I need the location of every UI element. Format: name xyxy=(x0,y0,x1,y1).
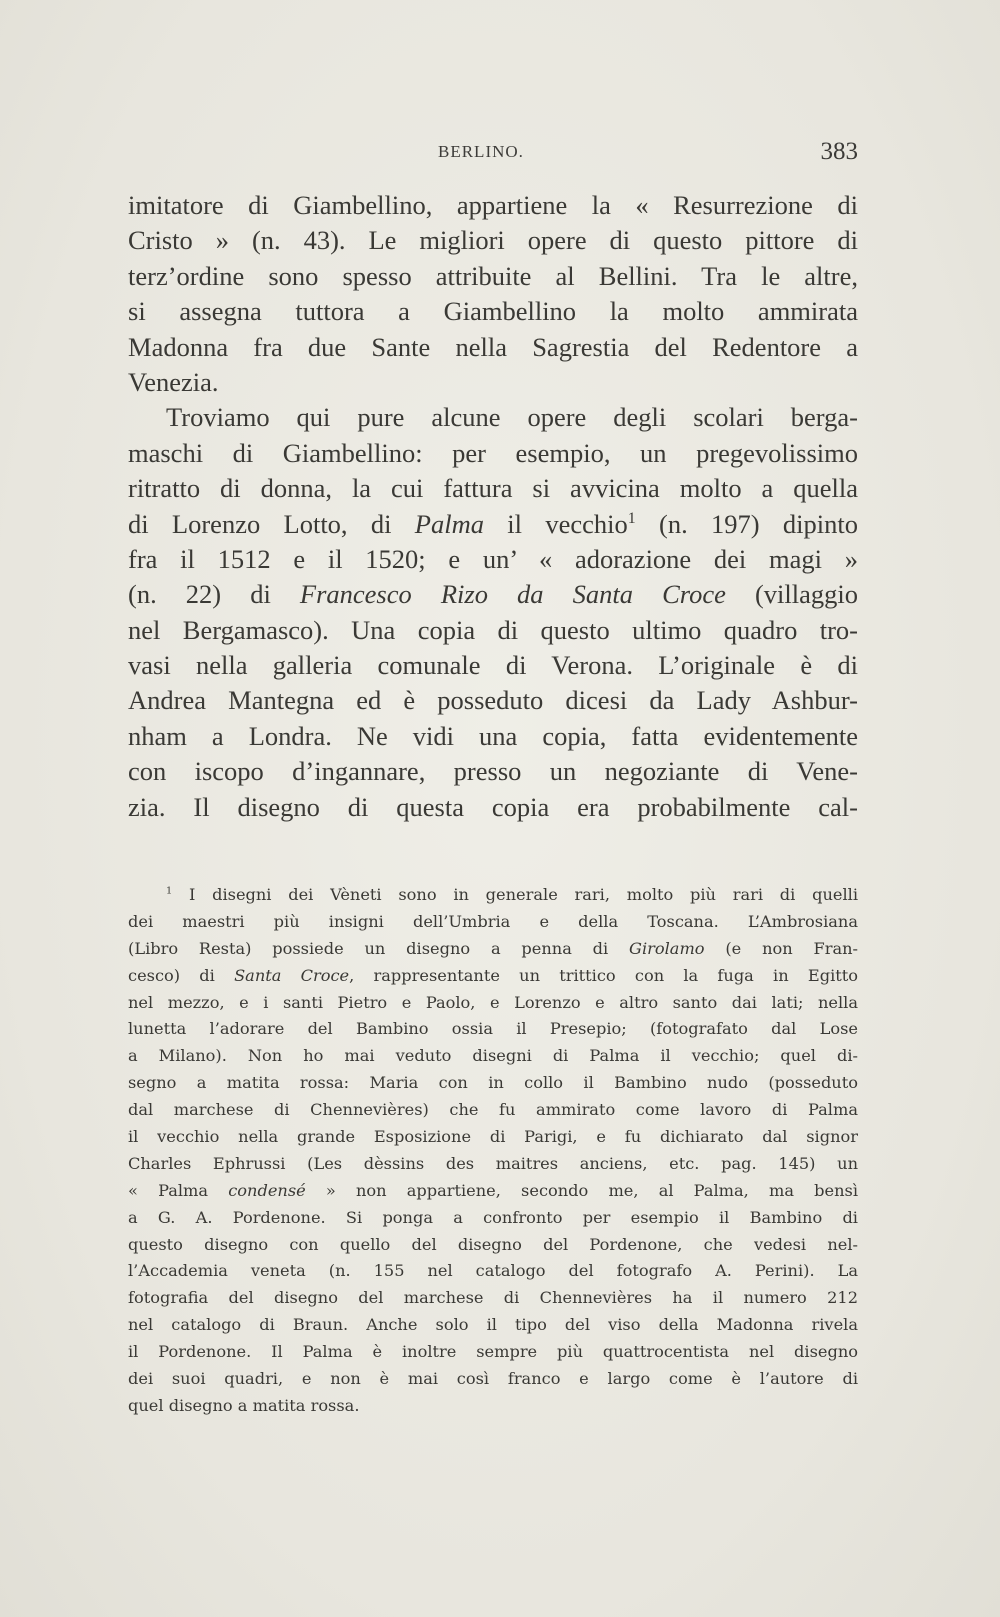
footnote-line: dei suoi quadri, e non è mai così franco e largo come è l’autore di xyxy=(128,1369,858,1389)
text-run: « Palma xyxy=(128,1180,229,1200)
italic-word-condense: condensé xyxy=(228,1180,306,1200)
footnote-line: nel mezzo, e i santi Pietro e Paolo, e Lorenzo e altro santo dai lati; nella xyxy=(128,992,858,1012)
footnote-line: quel disegno a matita rossa. xyxy=(128,1395,360,1415)
text-line: ritratto di donna, la cui fattura si avvicina molto a quella xyxy=(128,473,858,504)
text-line: Andrea Mantegna ed è posseduto dicesi da Lady Ashbur- xyxy=(128,685,858,716)
footnote-line xyxy=(128,1178,858,1205)
text-line: fra il 1512 e il 1520; e un’ « adorazione dei magi » xyxy=(128,543,858,574)
text-line: Venezia. xyxy=(128,366,219,397)
italic-name-girolamo: Girolamo xyxy=(629,938,705,958)
footnote-line: il Pordenone. Il Palma è inoltre sempre più quattrocentista nel disegno xyxy=(128,1342,858,1362)
text-line: si assegna tuttora a Giambellino la molto ammirata xyxy=(128,296,858,327)
italic-name-santa-croce: Santa Croce xyxy=(234,965,350,985)
text-run: (e non Fran- xyxy=(704,938,858,958)
footnote-line: segno a matita rossa: Maria con in collo il Bambino nudo (posseduto xyxy=(128,1073,858,1093)
footnote xyxy=(128,882,858,1420)
text-line xyxy=(128,577,858,612)
footnote-line: a G. A. Pordenone. Si ponga a confronto per esempio il Bambino di xyxy=(128,1207,858,1227)
text-line: nel Bergamasco). Una copia di questo ultimo quadro tro- xyxy=(128,614,858,645)
text-run: I disegni dei Vèneti sono in generale rari, molto più rari di quelli xyxy=(172,885,858,904)
footnote-line: l’Accademia veneta (n. 155 nel catalogo del fotografo A. Perini). La xyxy=(128,1261,858,1281)
text-run: (Libro Resta) possiede un disegno a penna di xyxy=(128,938,630,958)
footnote-line: dal marchese di Chennevières) che fu ammirato come lavoro di Palma xyxy=(128,1100,858,1120)
text-run: cesco) di xyxy=(128,965,235,985)
text-line: nham a Londra. Ne vidi una copia, fatta evidentemente xyxy=(128,720,858,751)
text-line: Troviamo qui pure alcune opere degli scolari berga- xyxy=(166,402,858,433)
footnote-line xyxy=(128,963,858,990)
italic-name-rizo: Francesco Rizo da Santa Croce xyxy=(299,579,726,610)
footnote-line: fotografia del disegno del marchese di Chennevières ha il numero 212 xyxy=(128,1288,858,1308)
footnote-marker: 1 xyxy=(166,885,173,897)
text-run: » non appartiene, secondo me, al Palma, ma bensì xyxy=(305,1180,858,1200)
footnote-line xyxy=(128,936,858,963)
page-number: 383 xyxy=(820,138,858,165)
footnote-line: il vecchio nella grande Esposizione di Parigi, e fu dichiarato dal signor xyxy=(128,1127,858,1147)
text-run: , rappresentante un trittico con la fuga in Egitto xyxy=(349,965,859,985)
text-line: maschi di Giambellino: per esempio, un pregevolissimo xyxy=(128,437,858,468)
text-line: zia. Il disegno di questa copia era probabilmente cal- xyxy=(128,791,858,822)
text-run: (n. 22) di xyxy=(128,579,300,610)
footnote-line: dei maestri più insigni dell’Umbria e della Toscana. L’Ambrosiana xyxy=(128,911,858,931)
text-line: Madonna fra due Sante nella Sagrestia del Redentore a xyxy=(128,331,858,362)
text-line: imitatore di Giambellino, appartiene la « Resurrezione di xyxy=(128,190,858,220)
footnote-line: nel catalogo di Braun. Anche solo il tipo del viso della Madonna rivela xyxy=(128,1315,858,1335)
footnote-line xyxy=(128,882,858,909)
footnote-line: questo disegno con quello del disegno del Pordenone, che vedesi nel- xyxy=(128,1234,858,1254)
main-text xyxy=(128,188,858,825)
footnote-line: Charles Ephrussi (Les dèssins des maitres anciens, etc. pag. 145) un xyxy=(128,1153,858,1173)
italic-name-palma: Palma xyxy=(414,508,484,539)
text-run: (villaggio xyxy=(725,579,858,610)
text-line: Cristo » (n. 43). Le migliori opere di questo pittore di xyxy=(128,225,858,256)
running-head: BERLINO. xyxy=(438,142,524,161)
footnote-line: a Milano). Non ho mai veduto disegni di Palma il vecchio; quel di- xyxy=(128,1046,858,1066)
text-run: il vecchio xyxy=(483,508,628,539)
page-header xyxy=(128,138,858,178)
text-line: terz’ordine sono spesso attribuite al Bellini. Tra le altre, xyxy=(128,260,858,291)
text-line: con iscopo d’ingannare, presso un negoziante di Vene- xyxy=(128,756,858,787)
text-line xyxy=(128,507,858,542)
text-run: di Lorenzo Lotto, di xyxy=(128,508,415,539)
footnote-line: lunetta l’adorare del Bambino ossia il Presepio; (fotografato dal Lose xyxy=(128,1019,858,1039)
text-line: vasi nella galleria comunale di Verona. L’originale è di xyxy=(128,650,858,681)
footnote-reference: 1 xyxy=(627,509,636,527)
text-run: (n. 197) dipinto xyxy=(635,508,858,539)
